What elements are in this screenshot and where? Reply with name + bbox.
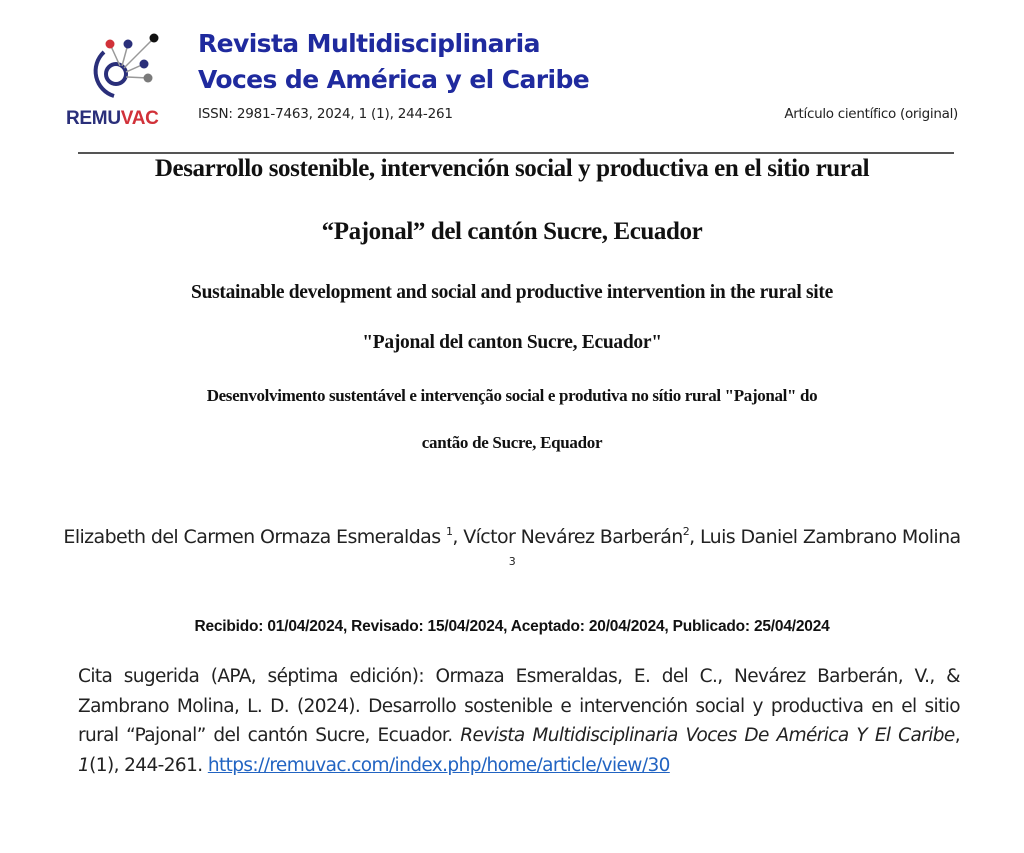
network-nodes-icon xyxy=(84,30,174,110)
citation-volume: 1 xyxy=(78,754,90,776)
title-spanish-line2: “Pajonal” del cantón Sucre, Ecuador xyxy=(321,218,703,245)
author-affiliation-marker: 2 xyxy=(682,525,690,538)
citation-separator: , xyxy=(954,725,960,746)
title-portuguese-line1: Desenvolvimento sustentável e intervenção social e produtiva no sítio rural "Pajonal" do xyxy=(206,386,818,405)
author-name: Víctor Nevárez Barberán xyxy=(463,526,683,548)
author-list: Elizabeth del Carmen Ormaza Esmeraldas $^1$, Víctor Nevárez Barberán$^2$, Luis Daniel Zambrano Molina $^3$ xyxy=(63,525,961,568)
suggested-citation xyxy=(78,662,960,780)
publication-dates: Recibido: 01/04/2024, Revisado: 15/04/2024, Aceptado: 20/04/2024, Publicado: 25/04/2024 xyxy=(194,618,830,635)
title-portuguese-line2: cantão de Sucre, Equador xyxy=(421,433,603,452)
logo-wordmark-part2: VAC xyxy=(120,108,159,129)
title-spanish-line1: Desarrollo sostenible, intervención social y productiva en el sitio rural xyxy=(154,155,870,182)
title-english-line1: Sustainable development and social and productive intervention in the rural site xyxy=(191,282,833,303)
journal-title-line1: Revista Multidisciplinaria xyxy=(198,29,540,58)
citation-issue-pages: (1), 244-261. xyxy=(89,754,208,776)
journal-title-line2: Voces de América y el Caribe xyxy=(198,65,590,94)
citation-text: Cita sugerida (APA, séptima edición): Ormaza Esmeraldas, E. del C., Nevárez Barberán, V., & Zambrano Molina, L. D. (2024). Desarrollo sostenible e intervención social y productiva en el sitio rural “Pajonal” del cantón Sucre, Ecuador. xyxy=(78,666,960,746)
issn-info: ISSN: 2981-7463, 2024, 1 (1), 244-261 xyxy=(198,106,453,122)
logo-wordmark xyxy=(66,108,159,130)
journal-logo xyxy=(64,30,180,130)
author-affiliation-marker: 3 xyxy=(508,555,516,568)
logo-wordmark-part1: REMU xyxy=(66,108,121,129)
citation-journal: Revista Multidisciplinaria Voces De América Y El Caribe xyxy=(460,725,955,746)
journal-title xyxy=(198,26,589,98)
author-name: Elizabeth del Carmen Ormaza Esmeraldas xyxy=(63,526,446,548)
author-affiliation-marker: 1 xyxy=(445,525,453,538)
header-divider xyxy=(78,152,954,154)
title-english-line2: "Pajonal del canton Sucre, Ecuador" xyxy=(362,332,662,353)
article-type: Artículo científico (original) xyxy=(784,106,958,122)
article-url-link[interactable]: https://remuvac.com/index.php/home/article/view/30 xyxy=(207,754,670,776)
author-name: Luis Daniel Zambrano Molina xyxy=(700,526,961,548)
